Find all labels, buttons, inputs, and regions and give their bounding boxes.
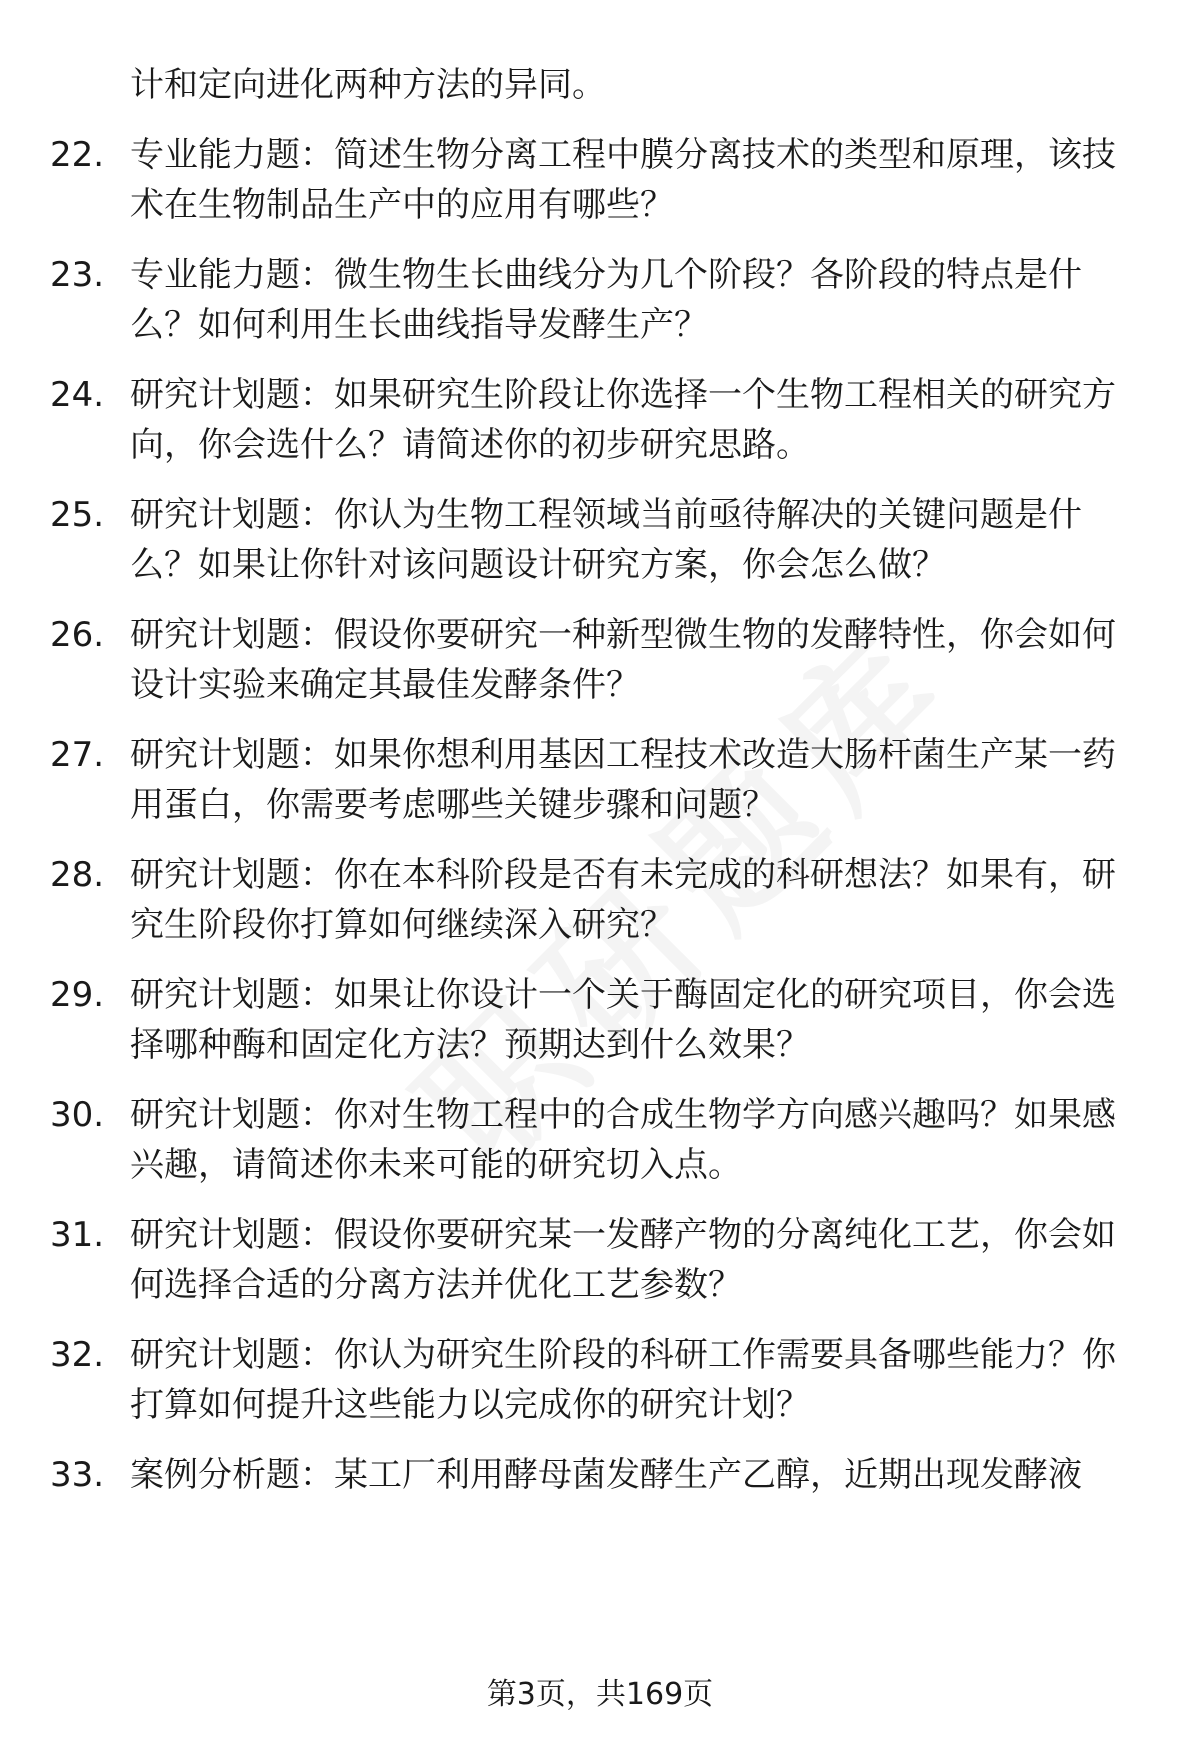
question-number: 23. — [50, 255, 105, 295]
question-text: 研究计划题：你在本科阶段是否有未完成的科研想法？如果有，研究生阶段你打算如何继续深入研究？ — [130, 855, 1116, 945]
question-text: 研究计划题：如果研究生阶段让你选择一个生物工程相关的研究方向，你会选什么？请简述你的初步研究思路。 — [130, 375, 1116, 465]
question-text: 专业能力题：微生物生长曲线分为几个阶段？各阶段的特点是什么？如何利用生长曲线指导发酵生产？ — [130, 255, 1082, 345]
question-number: 30. — [50, 1095, 105, 1135]
question-text: 案例分析题：某工厂利用酵母菌发酵生产乙醇，近期出现发酵液 — [130, 1455, 1082, 1495]
question-text: 研究计划题：你认为研究生阶段的科研工作需要具备哪些能力？你打算如何提升这些能力以完成你的研究计划？ — [130, 1335, 1116, 1425]
question-text: 研究计划题：如果让你设计一个关于酶固定化的研究项目，你会选择哪种酶和固定化方法？预期达到什么效果？ — [130, 975, 1116, 1065]
question-text: 研究计划题：你对生物工程中的合成生物学方向感兴趣吗？如果感兴趣，请简述你未来可能的研究切入点。 — [130, 1095, 1116, 1185]
question-text: 研究计划题：如果你想利用基因工程技术改造大肠杆菌生产某一药用蛋白，你需要考虑哪些关键步骤和问题？ — [130, 735, 1116, 825]
question-number: 33. — [50, 1455, 105, 1495]
question-number: 25. — [50, 495, 105, 535]
question-text: 研究计划题：假设你要研究某一发酵产物的分离纯化工艺，你会如何选择合适的分离方法并优化工艺参数？ — [130, 1215, 1116, 1305]
question-number: 27. — [50, 735, 105, 775]
question-number: 28. — [50, 855, 105, 895]
page-footer: 第3页，共169页 — [486, 1677, 714, 1712]
question-number: 32. — [50, 1335, 105, 1375]
question-number: 31. — [50, 1215, 105, 1255]
question-number: 26. — [50, 615, 105, 655]
question-number: 29. — [50, 975, 105, 1015]
question-text: 专业能力题：简述生物分离工程中膜分离技术的类型和原理，该技术在生物制品生产中的应用有哪些？ — [130, 135, 1116, 225]
question-number: 24. — [50, 375, 105, 415]
question-number: 22. — [50, 135, 105, 175]
question-text: 研究计划题：假设你要研究一种新型微生物的发酵特性，你会如何设计实验来确定其最佳发酵条件？ — [130, 615, 1116, 705]
question-text: 研究计划题：你认为生物工程领域当前亟待解决的关键问题是什么？如果让你针对该问题设计研究方案，你会怎么做？ — [130, 495, 1082, 585]
continuation-text: 计和定向进化两种方法的异同。 — [130, 65, 606, 105]
